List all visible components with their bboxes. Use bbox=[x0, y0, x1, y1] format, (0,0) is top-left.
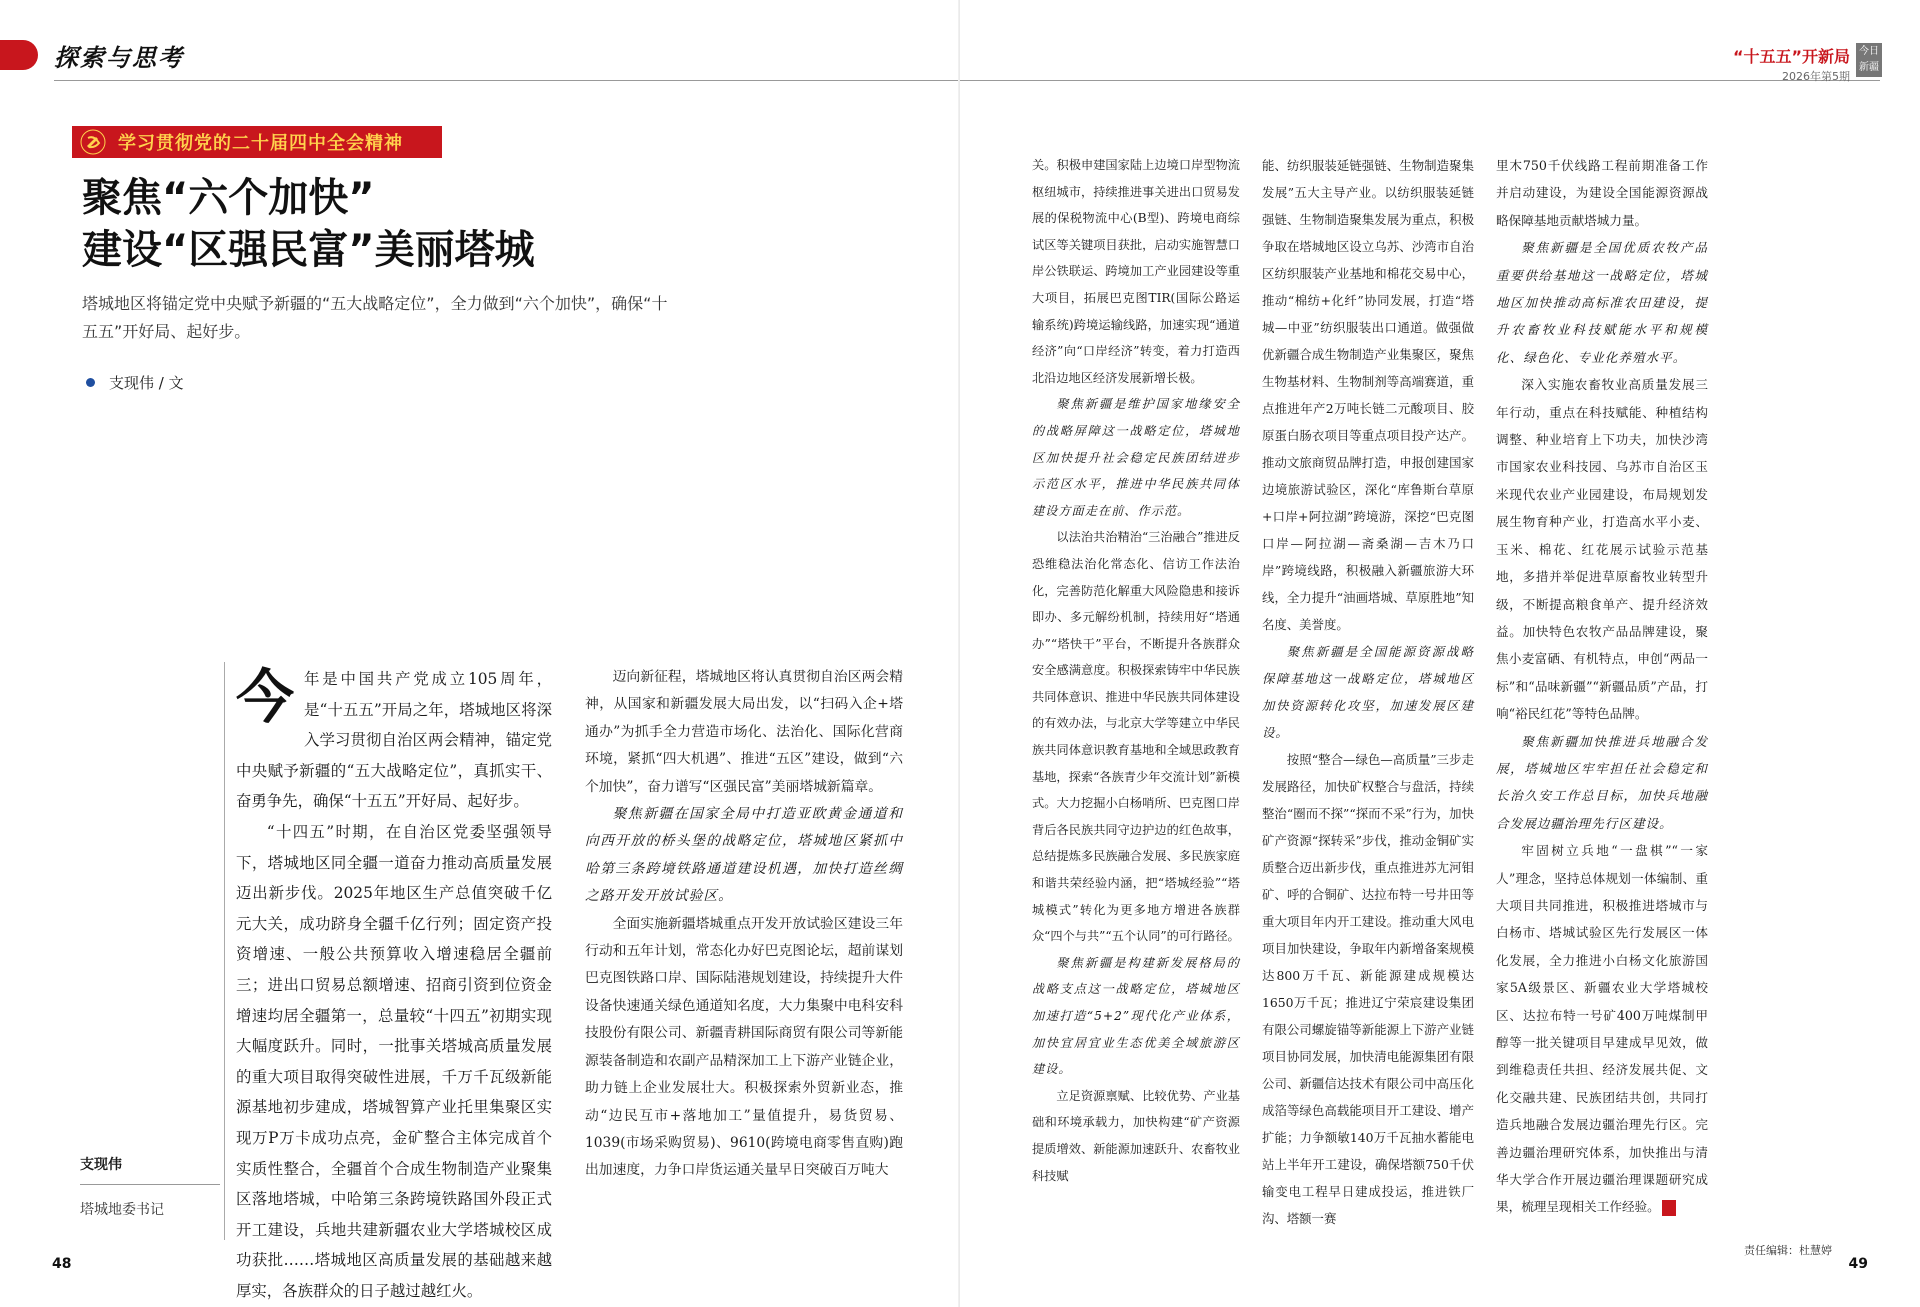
right-page bbox=[960, 0, 1920, 1307]
emphasis-paragraph: 聚焦新疆是构建新发展格局的战略支点这一战略定位，塔城地区加速打造“5+2”现代化产业体系，加快宜居宜业生态优美全域旅游区建设。 bbox=[1032, 955, 1240, 1077]
magazine-brand bbox=[1733, 44, 1850, 84]
author-title: 塔城地委书记 bbox=[80, 1202, 164, 1218]
body-column-4 bbox=[1262, 152, 1474, 1232]
banner-text: 学习贯彻党的二十届四中全会精神 bbox=[118, 133, 403, 154]
magazine-logo: 今日 新疆 bbox=[1856, 43, 1882, 77]
section-tag-marker bbox=[0, 40, 38, 70]
byline-text: 支现伟 / 文 bbox=[109, 374, 184, 392]
paragraph: 今年是中国共产党成立105周年，是“十五五”开局之年，塔城地区将深入学习贯彻自治区两会精神，锚定党中央赋予新疆的“五大战略定位”，真抓实干、奋勇争先，确保“十五五”开好局、起好步。 bbox=[236, 663, 552, 811]
end-mark-icon bbox=[1662, 1200, 1676, 1216]
headline bbox=[82, 172, 535, 276]
paragraph: 牢固树立兵地“一盘棋”“一家人”理念，坚持总体规划一体编制、重大项目共同推进，积极推进塔城市与白杨市、塔城试验区先行发展区一体化发展，全力推进小白杨文化旅游国家5A级景区、新疆农业大学塔城校区、达拉布特一号矿400万吨煤制甲醇等一批关键项目早建成早见效，做到维稳责任共担、经济发展共促、文化交融共建、民族团结共创，共同打造兵地融合发展边疆治理先行区。完善边疆治理研究体系，加快推出与清华大学合作开展边疆治理课题研究成果，梳理呈现相关工作经验。 bbox=[1496, 843, 1708, 1215]
header-rule bbox=[54, 80, 960, 81]
paragraph: 以法治共治精治“三治融合”推进反恐维稳法治化常态化、信访工作法治化，完善防范化解重大风险隐患和接诉即办、多元解纷机制，持续用好“塔通办”“塔快干”平台，不断提升各族群众安全感满意度。积极探索铸牢中华民族共同体意识、推进中华民族共同体建设的有效办法，与北京大学等建立中华民族共同体意识教育基地和全域思政教育基地，探索“各族青少年交流计划”新模式。大力挖掘小白杨哨所、巴克图口岸背后各民族共同守边护边的红色故事，总结提炼多民族融合发展、多民族家庭和谐共荣经验内涵，把“塔城经验”“塔城模式”转化为更多地方增进各族群众“四个与共”“五个认同”的可行路径。 bbox=[1032, 530, 1240, 944]
body-column-1 bbox=[236, 664, 552, 1306]
byline bbox=[86, 372, 184, 393]
paragraph: 能、纺织服装延链强链、生物制造聚集发展”五大主导产业。以纺织服装延链强链、生物制造聚集发展为重点，积极争取在塔城地区设立乌苏、沙湾市自治区纺织服装产业基地和棉花交易中心，推动“棉纺+化纤”协同发展，打造“塔城—中亚”纺织服装出口通道。做强做优新疆合成生物制造产业集聚区，聚焦生物基材料、生物制剂等高端赛道，重点推进年产2万吨长链二元酸项目、胶原蛋白肠衣项目等重点项目投产达产。推动文旅商贸品牌打造，申报创建国家边境旅游试验区，深化“库鲁斯台草原+口岸+阿拉湖”跨境游，深挖“巴克图口岸—阿拉湖—斋桑湖—吉木乃口岸”跨境线路，积极融入新疆旅游大环线，全力提升“油画塔城、草原胜地”知名度、美誉度。 bbox=[1262, 158, 1474, 632]
dropcap: 今 bbox=[236, 663, 295, 731]
emphasis-paragraph: 聚焦新疆是全国优质农牧产品重要供给基地这一战略定位，塔城地区加快推动高标准农田建设，提升农畜牧业科技赋能水平和规模化、绿色化、专业化养殖水平。 bbox=[1496, 240, 1708, 365]
byline-dot-icon bbox=[86, 378, 95, 387]
column-rule bbox=[224, 662, 225, 1240]
emphasis-paragraph: 聚焦新疆在国家全局中打造亚欧黄金通道和向西开放的桥头堡的战略定位，塔城地区紧抓中哈第三条跨境铁路通道建设机遇，加快打造丝绸之路开发开放试验区。 bbox=[585, 806, 903, 905]
party-emblem-icon bbox=[78, 128, 108, 156]
page-number-right: 49 bbox=[1848, 1256, 1868, 1272]
paragraph: 迈向新征程，塔城地区将认真贯彻自治区两会精神，从国家和新疆发展大局出发，以“扫码入企+塔通办”为抓手全力营造市场化、法治化、国际化营商环境，紧抓“四大机遇”、推进“五区”建设，做到“六个加快”，奋力谱写“区强民富”美丽塔城新篇章。 bbox=[585, 669, 903, 795]
editor-credit: 责任编辑：杜慧婷 bbox=[1744, 1244, 1832, 1257]
author-name: 支现伟 bbox=[80, 1154, 220, 1185]
emphasis-paragraph: 聚焦新疆是全国能源资源战略保障基地这一战略定位，塔城地区加快资源转化攻坚，加速发展区建设。 bbox=[1262, 644, 1474, 740]
paragraph: 里木750千伏线路工程前期准备工作并启动建设，为建设全国能源资源战略保障基地贡献塔城力量。 bbox=[1496, 158, 1708, 228]
dek: 塔城地区将锚定党中央赋予新疆的“五大战略定位”，全力做到“六个加快”，确保“十五五”开好局、起好步。 bbox=[82, 294, 668, 341]
emphasis-paragraph: 聚焦新疆是维护国家地缘安全的战略屏障这一战略定位，塔城地区加快提升社会稳定民族团结进步示范区水平，推进中华民族共同体建设方面走在前、作示范。 bbox=[1032, 397, 1240, 518]
author-box bbox=[80, 1154, 220, 1219]
paragraph: 关。积极申建国家陆上边境口岸型物流枢纽城市，持续推进事关进出口贸易发展的保税物流中心(B型)、跨境电商综试区等关键项目获批，启动实施智慧口岸公铁联运、跨境加工产业园建设等重大项目，拓展巴克图TIR(国际公路运输系统)跨境运输线路，加速实现“通道经济”向“口岸经济”转变，着力打造西北沿边地区经济发展新增长极。 bbox=[1032, 158, 1240, 385]
section-title: 探索与思考 bbox=[54, 43, 184, 72]
brand-main: “十五五”开新局 bbox=[1732, 47, 1850, 66]
page-number-left: 48 bbox=[52, 1256, 72, 1272]
topic-banner bbox=[72, 126, 442, 158]
headline-line-2: 建设“区强民富”美丽塔城 bbox=[82, 227, 535, 273]
emphasis-paragraph: 聚焦新疆加快推进兵地融合发展，塔城地区牢牢担任社会稳定和长治久安工作总目标，加快兵地融合发展边疆治理先行区建设。 bbox=[1496, 733, 1708, 831]
paragraph: 立足资源禀赋、比较优势、产业基础和环境承载力，加快构建“矿产资源提质增效、新能源加速跃升、农畜牧业科技赋 bbox=[1032, 1088, 1240, 1183]
headline-line-1: 聚焦“六个加快” bbox=[82, 175, 375, 221]
paragraph: 深入实施农畜牧业高质量发展三年行动，重点在科技赋能、种植结构调整、种业培育上下功夫，加快沙湾市国家农业科技园、乌苏市自治区玉米现代农业产业园建设，布局规划发展生物育种产业，打造高水平小麦、玉米、棉花、红花展示试验示范基地，多措并举促进草原畜牧业转型升级，不断提高粮食单产、提升经济效益。加快特色农牧产品品牌建设，聚焦小麦富硒、有机特点，申创“两品一标”和“品味新疆”“新疆品质”产品，打响“裕民红花”等特色品牌。 bbox=[1496, 377, 1708, 722]
paragraph: 按照“整合—绿色—高质量”三步走发展路径，加快矿权整合与盘活，持续整治“圈而不探”“探而不采”行为，加快矿产资源“探转采”步伐，推动金铜矿实质整合迈出新步伐，重点推进苏尢河钼矿、呼的合铜矿、达拉布特一号井田等重大项目年内开工建设。推动重大风电项目加快建设，争取年内新增备案规模达800万千瓦、新能源建成规模达1650万千瓦；推进辽宁荣宸建设集团有限公司螺旋锚等新能源上下游产业链项目协同发展，加快清电能源集团有限公司、新疆信达技术有限公司中高压化成箔等绿色高载能项目开工建设、增产扩能；力争额敏140万千瓦抽水蓄能电站上半年开工建设，确保塔额750千伏输变电工程早日建成投运，推进铁厂沟、塔额一赛 bbox=[1262, 752, 1474, 1226]
body-column-3 bbox=[1032, 152, 1240, 1189]
paragraph: 全面实施新疆塔城重点开发开放试验区建设三年行动和五年计划，常态化办好巴克图论坛，超前谋划巴克图铁路口岸、国际陆港规划建设，持续提升大件设备快速通关绿色通道知名度，大力集聚中电科安科技股份有限公司、新疆青耕国际商贸有限公司等新能源装备制造和农副产品精深加工上下游产业链企业，助力链上企业发展壮大。积极探索外贸新业态，推动“边民互市+落地加工”量值提升，易货贸易、1039(市场采购贸易)、9610(跨境电商零售直购)跑出加速度，力争口岸货运通关量早日突破百万吨大 bbox=[585, 915, 903, 1179]
paragraph: “十四五”时期，在自治区党委坚强领导下，塔城地区同全疆一道奋力推动高质量发展迈出新步伐。2025年地区生产总值突破千亿元大关，成功跻身全疆千亿行列；固定资产投资增速、一般公共预算收入增速稳居全疆前三；进出口贸易总额增速、招商引资到位资金增速均居全疆第一，总量较“十四五”初期实现大幅度跃升。同时，一批事关塔城高质量发展的重大项目取得突破性进展，千万千瓦级新能源基地初步建成，塔城智算产业托里集聚区实现万P万卡成功点亮，金矿整合主体完成首个实质性整合，全疆首个合成生物制造产业聚集区落地塔城，中哈第三条跨境铁路国外段正式开工建设，兵地共建新疆农业大学塔城校区成功获批……塔城地区高质量发展的基础越来越厚实，各族群众的日子越过越红火。 bbox=[236, 822, 552, 1300]
body-column-5 bbox=[1496, 152, 1708, 1221]
brand-sub: 2026年第5期 bbox=[1782, 70, 1850, 83]
body-column-2 bbox=[585, 664, 903, 1185]
